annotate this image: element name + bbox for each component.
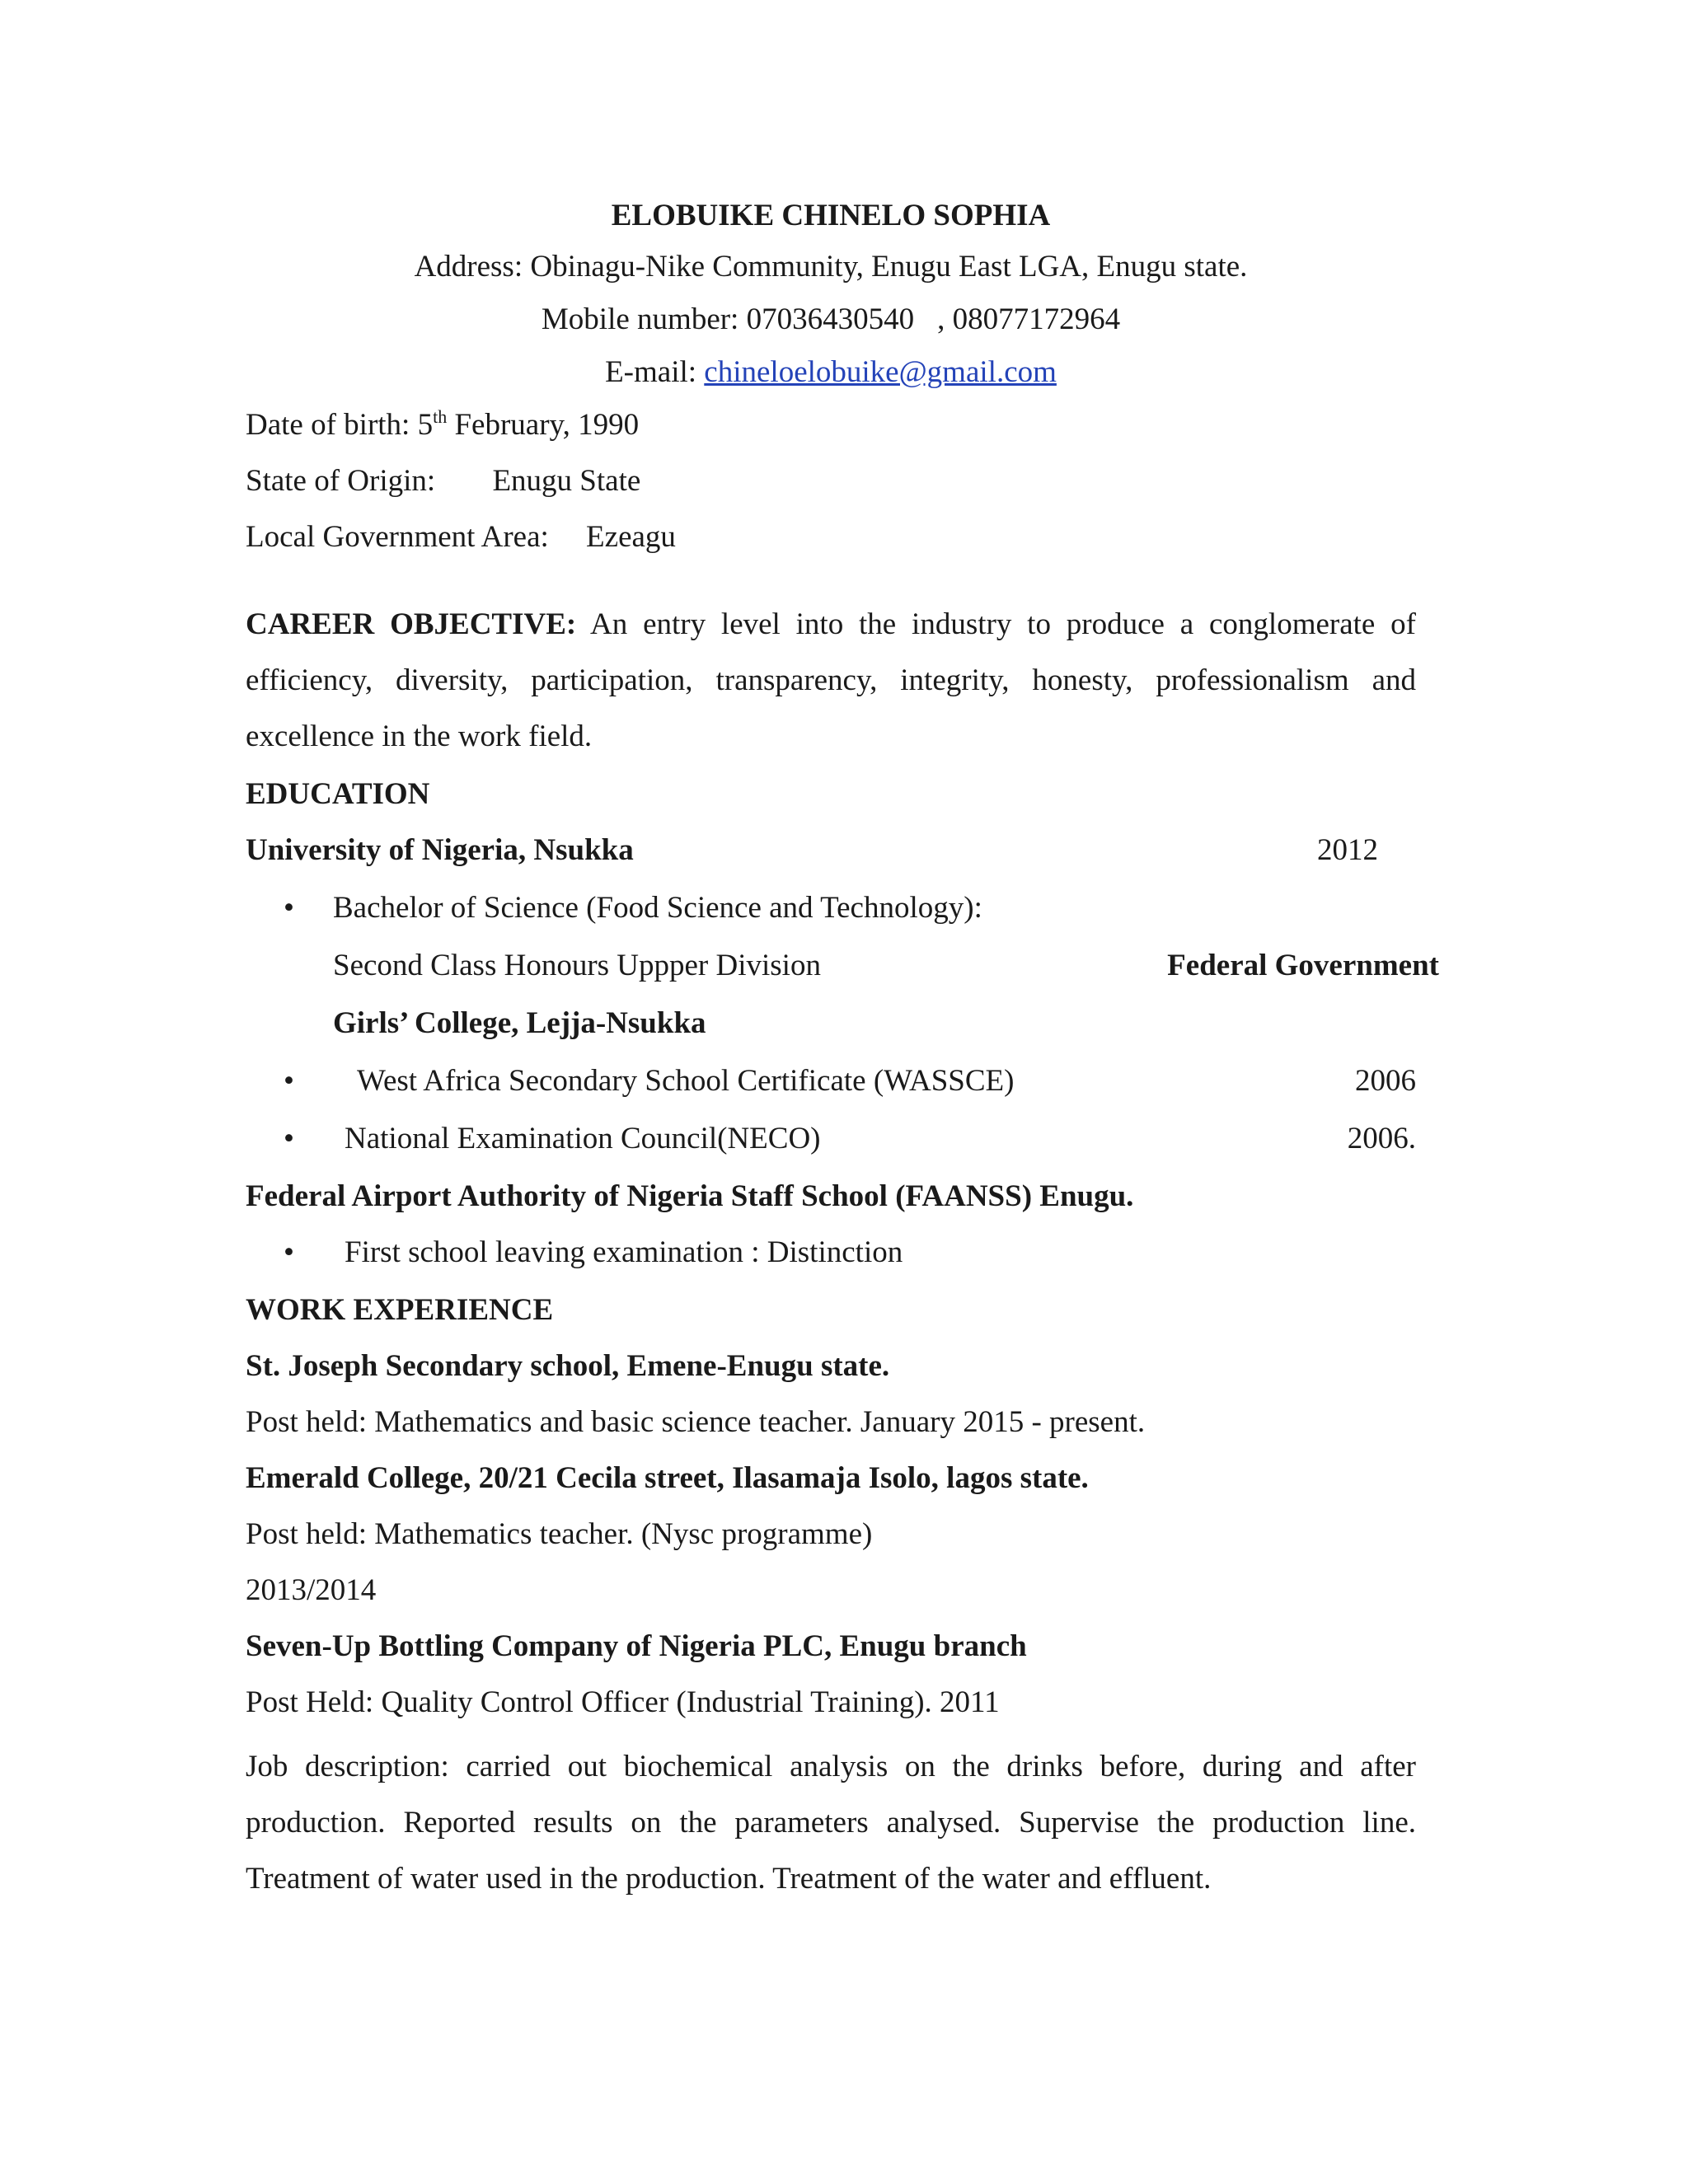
dob-suffix: th [433,406,448,427]
lga-label: Local Government Area: [246,520,549,554]
job1-org: St. Joseph Secondary school, Emene-Enugu state. [246,1349,890,1383]
job2-post: Post held: Mathematics teacher. (Nysc programme) [246,1517,873,1551]
fgc-name-part2: Girls’ College, Lejja-Nsukka [333,1006,706,1040]
lga-value: Ezeagu [586,520,676,554]
job3-post: Post Held: Quality Control Officer (Industrial Training). 2011 [246,1685,1000,1719]
list-item [246,1233,1416,1272]
mobile-number-1: 07036430540 [746,302,915,336]
fgc-name-part1: Federal Government [1167,949,1439,982]
dob-label: Date of birth: [246,408,410,442]
job3-description: Job description: carried out biochemical analysis on the drinks before, during and after production. Reported results on the parameters analysed. Supervise the production line. Treatment of water used in the production. Treatment of the water and effluent. [246,1750,1416,1896]
address-label: Address: [414,250,523,284]
bullet-icon: • [284,1122,294,1155]
dob-line [246,405,1416,445]
job3-org: Seven-Up Bottling Company of Nigeria PLC, Enugu branch [246,1629,1027,1663]
origin-label: State of Origin: [246,464,436,498]
work-heading: WORK EXPERIENCE [246,1293,554,1327]
mobile-number-2: , 08077172964 [937,302,1121,336]
mobile-line [246,300,1416,340]
faan-cert-text: First school leaving examination : Distinction [345,1235,903,1269]
objective-text: An entry level into the industry to produce a conglomerate of efficiency, diversity, participation, transparency, integrity, honesty, professionalism and excellence in the work field. [246,607,1417,753]
faan-school-name: Federal Airport Authority of Nigeria Staff School (FAANSS) Enugu. [246,1179,1134,1213]
university-row [246,831,1416,870]
career-objective [246,597,1416,765]
email-link[interactable]: chineloelobuike@gmail.com [704,355,1057,389]
address-value: Obinagu-Nike Community, Enugu East LGA, Enugu state. [530,250,1248,284]
class-row [333,946,1439,986]
email-line [246,353,1416,392]
list-item [246,1119,1416,1159]
university-name: University of Nigeria, Nsukka [246,833,634,867]
education-heading: EDUCATION [246,777,430,811]
list-item [246,888,1416,928]
university-year: 2012 [1317,833,1378,867]
job1-post: Post held: Mathematics and basic science teacher. January 2015 - present. [246,1405,1146,1439]
origin-value: Enugu State [492,464,641,498]
degree-text: Bachelor of Science (Food Science and Technology): [333,891,982,925]
dob-day: 5 [417,408,434,442]
origin-line [246,462,1416,501]
bullet-icon: • [284,1064,294,1098]
candidate-name: ELOBUIKE CHINELO SOPHIA [611,199,1051,232]
email-label: E-mail: [605,355,697,389]
degree-class: Second Class Honours Uppper Division [333,949,821,982]
wassce-text: West Africa Secondary School Certificate (WASSCE) [357,1064,1015,1098]
mobile-label: Mobile number: [541,302,739,336]
wassce-year: 2006 [1355,1064,1416,1098]
address-line [246,247,1416,287]
list-item [246,1062,1416,1101]
bullet-icon: • [284,891,294,925]
job2-org: Emerald College, 20/21 Cecila street, Ilasamaja Isolo, lagos state. [246,1461,1089,1495]
objective-label: CAREER OBJECTIVE: [246,607,577,641]
job2-year: 2013/2014 [246,1573,377,1607]
neco-text: National Examination Council(NECO) [345,1122,821,1155]
neco-year: 2006. [1347,1122,1416,1155]
lga-line [246,518,1416,557]
resume-content [246,196,1439,1917]
bullet-icon: • [284,1235,294,1269]
dob-rest: February, 1990 [447,408,640,442]
